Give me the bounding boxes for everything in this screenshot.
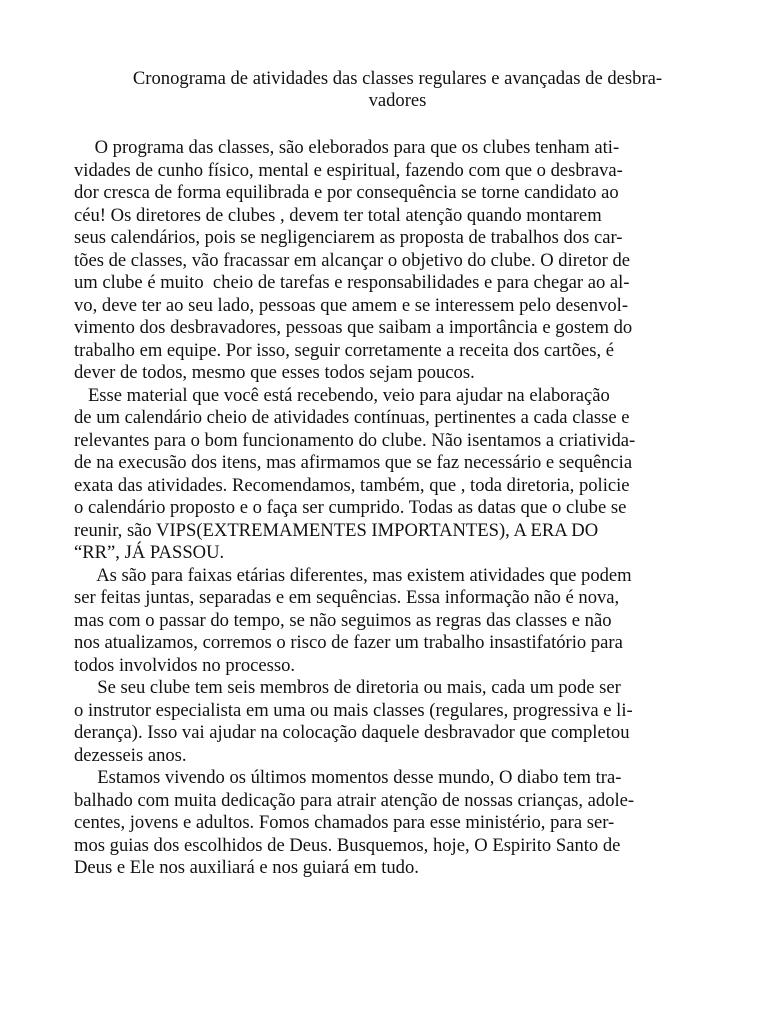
paragraph-line: de na execusão dos itens, mas afirmamos que se faz necessário e sequência — [74, 452, 633, 473]
paragraph-line: dezesseis anos. — [74, 744, 187, 766]
paragraph-line: Se seu clube tem seis membros de diretoria ou mais, cada um pode ser — [74, 677, 621, 698]
paragraph-line: nos atualizamos, corremos o risco de fazer um trabalho insastifatório para — [74, 632, 623, 653]
paragraph-line: As são para faixas etárias diferentes, mas existem atividades que podem — [74, 564, 632, 586]
paragraph-line: mos guias dos escolhidos de Deus. Busquemos, hoje, O Espirito Santo de — [74, 834, 621, 856]
paragraph-line: reunir, são VIPS(EXTREMAMENTES IMPORTANTES), A ERA DO — [74, 519, 599, 541]
title-line: vadores — [368, 90, 427, 111]
paragraph-line: “RR”, JÁ PASSOU. — [74, 542, 225, 563]
paragraph-line: O programa das classes, são eleborados para que os clubes tenham ati- — [76, 137, 620, 158]
paragraph-line: um clube é muito cheio de tarefas e responsabilidades e para chegar ao al- — [74, 272, 630, 293]
paragraph-line: vidades de cunho físico, mental e espiritual, fazendo com que o desbrava- — [74, 159, 623, 181]
paragraph-line: trabalho em equipe. Por isso, seguir corretamente a receita dos cartões, é — [74, 339, 615, 361]
paragraph-line: céu! Os diretores de clubes , devem ter total atenção quando montarem — [74, 204, 602, 226]
paragraph-line: relevantes para o bom funcionamento do clube. Não isentamos a criativida- — [74, 429, 636, 451]
paragraph-line: Deus e Ele nos auxiliará e nos guiará em tudo. — [74, 857, 419, 878]
paragraph-line: mas com o passar do tempo, se não seguimos as regras das classes e não — [74, 609, 612, 631]
paragraph-line: o calendário proposto e o faça ser cumprido. Todas as datas que o clube se — [74, 497, 627, 518]
paragraph-line: vimento dos desbravadores, pessoas que saibam a importância e gostem do — [74, 317, 633, 338]
paragraph-line: dever de todos, mesmo que esses todos sejam poucos. — [74, 362, 475, 383]
paragraph-line: centes, jovens e adultos. Fomos chamados para esse ministério, para ser- — [74, 812, 615, 833]
document-title — [100, 68, 695, 112]
paragraph-line: vo, deve ter ao seu lado, pessoas que amem e se interessem pelo desenvol- — [74, 294, 629, 316]
title-line: Cronograma de atividades das classes regulares e avançadas de desbra- — [132, 68, 663, 89]
paragraph-line: exata das atividades. Recomendamos, também, que , toda diretoria, policie — [74, 474, 630, 496]
paragraph-line: o instrutor especialista em uma ou mais classes (regulares, progressiva e li- — [74, 699, 633, 721]
paragraph-line: tões de classes, vão fracassar em alcançar o objetivo do clube. O diretor de — [74, 249, 631, 271]
paragraph-line: balhado com muita dedicação para atrair atenção de nossas crianças, adole- — [74, 789, 635, 811]
paragraph-line: derança). Isso vai ajudar na colocação daquele desbravador que completou — [74, 722, 630, 743]
paragraph-line: Estamos vivendo os últimos momentos desse mundo, O diabo tem tra- — [74, 767, 622, 788]
paragraph-line: todos involvidos no processo. — [74, 654, 296, 676]
paragraph-line: seus calendários, pois se negligenciarem as proposta de trabalhos dos car- — [74, 227, 623, 248]
paragraph-line: de um calendário cheio de atividades contínuas, pertinentes a cada classe e — [74, 407, 630, 428]
paragraph-line: ser feitas juntas, separadas e em sequências. Essa informação não é nova, — [74, 587, 620, 608]
paragraph-line: Esse material que você está recebendo, veio para ajudar na elaboração — [74, 384, 610, 406]
paragraph-line: dor cresca de forma equilibrada e por consequência se torne candidato ao — [74, 182, 619, 203]
